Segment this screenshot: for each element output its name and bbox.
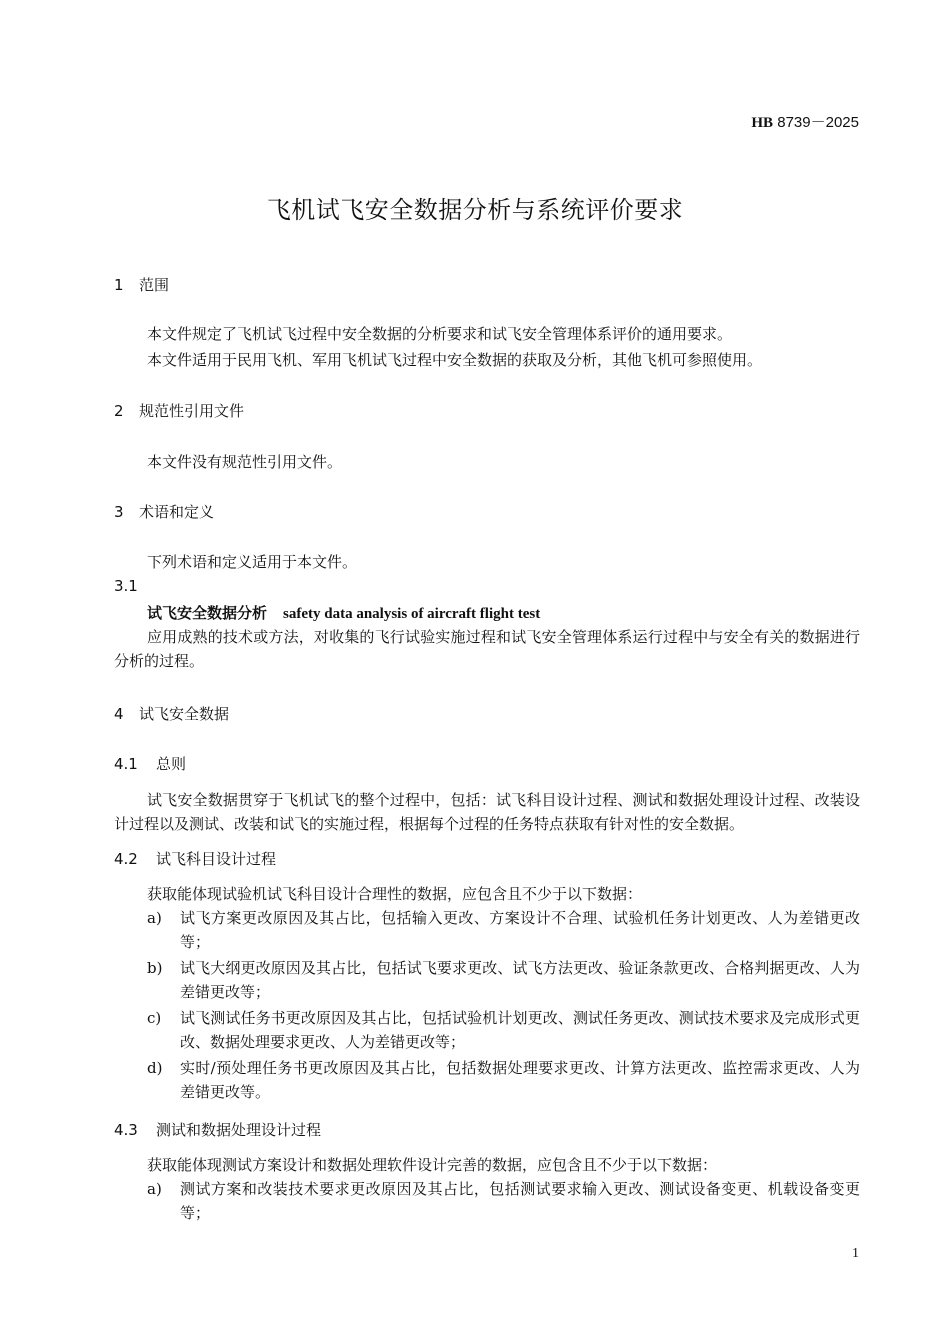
list-item-text: 试飞大纲更改原因及其占比，包括试飞要求更改、试飞方法更改、验证条款更改、合格判据更改、人为差错更改等； xyxy=(180,959,860,1001)
section-1-paragraph-2: 本文件适用于民用飞机、军用飞机试飞过程中安全数据的获取及分析，其他飞机可参照使用。 xyxy=(147,351,763,369)
section-4-1-paragraph: 试飞安全数据贯穿于飞机试飞的整个过程中，包括：试飞科目设计过程、测试和数据处理设计过程、改装设计过程以及测试、改装和试飞的实施过程，根据每个过程的任务特点获取有针对性的安全数据。 xyxy=(114,791,860,833)
term-3-1 xyxy=(147,602,540,623)
section-4-3-intro: 获取能体现测试方案设计和数据处理软件设计完善的数据，应包含且不少于以下数据： xyxy=(147,1156,718,1174)
section-4-2-number: 4.2 xyxy=(114,850,138,868)
document-title: 飞机试飞安全数据分析与系统评价要求 xyxy=(266,196,684,224)
section-2-number: 2 xyxy=(114,402,124,420)
section-4-2-intro: 获取能体现试验机试飞科目设计合理性的数据，应包含且不少于以下数据： xyxy=(147,885,643,903)
section-4-1-number: 4.1 xyxy=(114,755,138,773)
section-3-paragraph-1: 下列术语和定义适用于本文件。 xyxy=(147,553,358,571)
list-item-marker: d) xyxy=(147,1059,163,1077)
list-item-text: 试飞方案更改原因及其占比，包括输入更改、方案设计不合理、试验机任务计划更改、人为差错更改等； xyxy=(180,909,860,951)
section-4-3-heading xyxy=(114,1119,321,1140)
list-item-text: 实时/预处理任务书更改原因及其占比，包括数据处理要求更改、计算方法更改、监控需求更改、人为差错更改等。 xyxy=(180,1059,860,1101)
section-3-title: 术语和定义 xyxy=(139,503,215,521)
section-4-title: 试飞安全数据 xyxy=(139,705,230,723)
page-number: 1 xyxy=(852,1246,859,1261)
term-3-1-chinese: 试飞安全数据分析 xyxy=(147,604,268,622)
term-3-1-number: 3.1 xyxy=(114,577,138,595)
list-item xyxy=(147,1006,860,1054)
section-4-2-heading xyxy=(114,848,276,869)
term-3-1-english: safety data analysis of aircraft flight test xyxy=(283,606,541,622)
section-4-1-heading xyxy=(114,753,186,774)
list-item xyxy=(147,906,860,954)
list-item xyxy=(147,1177,860,1225)
standard-code-number: 8739－2025 xyxy=(777,114,859,131)
section-1-heading xyxy=(114,274,169,295)
standard-code xyxy=(751,111,859,132)
section-4-3-title: 测试和数据处理设计过程 xyxy=(156,1121,322,1139)
section-2-heading xyxy=(114,400,244,421)
section-3-heading xyxy=(114,501,214,522)
section-2-title: 规范性引用文件 xyxy=(139,402,245,420)
list-item-text: 测试方案和改装技术要求更改原因及其占比，包括测试要求输入更改、测试设备变更、机载设备变更等； xyxy=(180,1180,860,1222)
list-item xyxy=(147,1056,860,1104)
term-3-1-definition: 应用成熟的技术或方法，对收集的飞行试验实施过程和试飞安全管理体系运行过程中与安全有关的数据进行分析的过程。 xyxy=(114,628,860,670)
section-4-2-title: 试飞科目设计过程 xyxy=(156,850,277,868)
section-4-heading xyxy=(114,703,229,724)
list-item-marker: a) xyxy=(147,1180,162,1198)
section-4-1-title: 总则 xyxy=(156,755,187,773)
list-item xyxy=(147,956,860,1004)
list-item-marker: a) xyxy=(147,909,162,927)
section-2-paragraph-1: 本文件没有规范性引用文件。 xyxy=(147,453,343,471)
section-1-number: 1 xyxy=(114,276,124,294)
section-4-3-number: 4.3 xyxy=(114,1121,138,1139)
list-item-marker: c) xyxy=(147,1009,162,1027)
standard-code-prefix: HB xyxy=(751,115,774,131)
section-1-title: 范围 xyxy=(139,276,170,294)
section-1-paragraph-1: 本文件规定了飞机试飞过程中安全数据的分析要求和试飞安全管理体系评价的通用要求。 xyxy=(147,325,733,343)
section-3-number: 3 xyxy=(114,503,124,521)
list-item-text: 试飞测试任务书更改原因及其占比，包括试验机计划更改、测试任务更改、测试技术要求及完成形式更改、数据处理要求更改、人为差错更改等； xyxy=(180,1009,860,1051)
list-item-marker: b) xyxy=(147,959,163,977)
section-4-number: 4 xyxy=(114,705,124,723)
